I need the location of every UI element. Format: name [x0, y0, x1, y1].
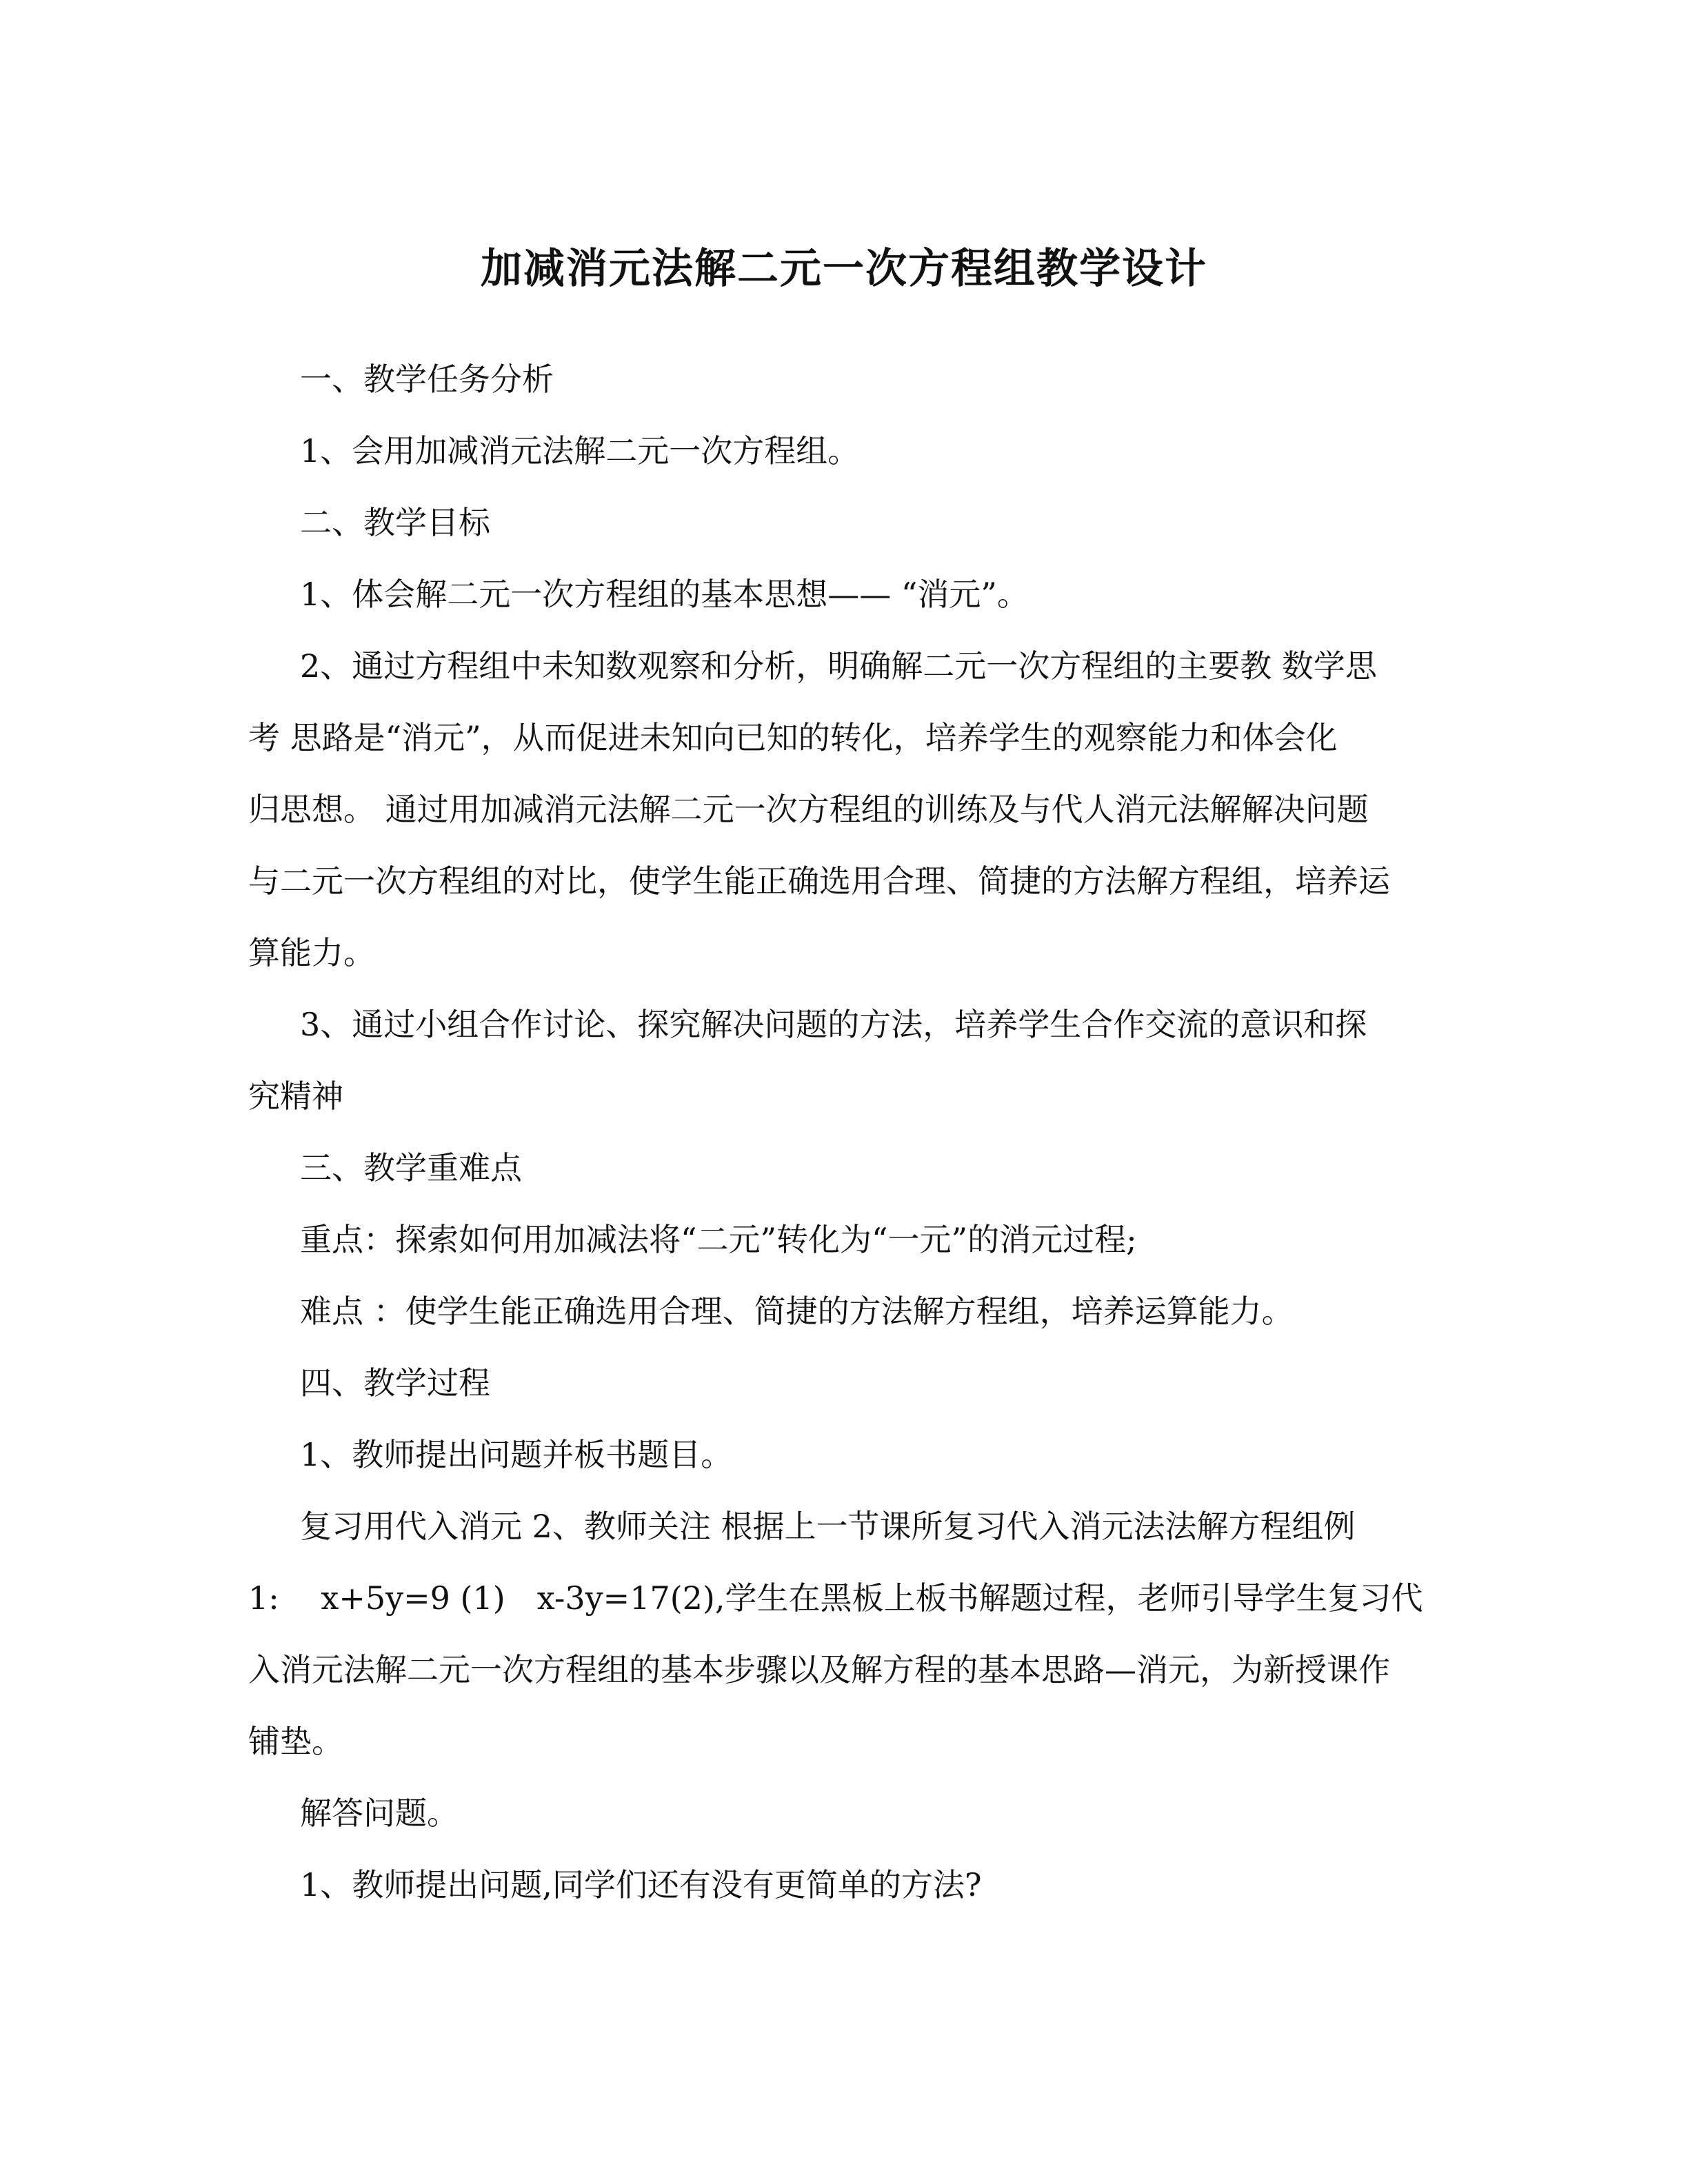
- paragraph-line: 解答问题。: [300, 1794, 459, 1832]
- document-title: 加减消元法解二元一次方程组教学设计: [481, 245, 1207, 293]
- paragraph-line: 入消元法解二元一次方程组的基本步骤以及解方程的基本思路—消元，为新授课作: [248, 1651, 1390, 1688]
- paragraph-line: 重点：探索如何用加减法将“二元”转化为“一元”的消元过程;: [300, 1221, 1137, 1258]
- section-heading-key-points: 三、教学重难点: [300, 1149, 522, 1186]
- paragraph-line: 1、教师提出问题并板书题目。: [300, 1436, 733, 1473]
- section-heading-task-analysis: 一、教学任务分析: [300, 361, 554, 398]
- section-heading-process: 四、教学过程: [300, 1364, 490, 1402]
- paragraph-line: 1、体会解二元一次方程组的基本思想—— “消元”。: [300, 576, 1029, 613]
- paragraph-line: 算能力。: [248, 934, 375, 971]
- paragraph-line: 归思想。 通过用加减消元法解二元一次方程组的训练及与代人消元法解解决问题: [248, 791, 1369, 828]
- paragraph-line: 考 思路是“消元”，从而促进未知向已知的转化，培养学生的观察能力和体会化: [248, 719, 1338, 756]
- paragraph-line: 铺垫。: [248, 1723, 343, 1760]
- paragraph-line: 1、会用加减消元法解二元一次方程组。: [300, 432, 860, 469]
- paragraph-line: 与二元一次方程组的对比，使学生能正确选用合理、简捷的方法解方程组，培养运: [248, 862, 1390, 900]
- paragraph-line: 2、通过方程组中未知数观察和分析，明确解二元一次方程组的主要教 数学思: [300, 647, 1377, 685]
- section-heading-objectives: 二、教学目标: [300, 504, 490, 541]
- paragraph-line: 1、教师提出问题,同学们还有没有更简单的方法?: [300, 1866, 982, 1903]
- paragraph-line: 1: x+5y=9 (1) x-3y=17(2),学生在黑板上板书解题过程，老师引导学生复习代: [248, 1579, 1423, 1617]
- paragraph-line: 究精神: [248, 1078, 343, 1115]
- paragraph-line: 复习用代入消元 2、教师关注 根据上一节课所复习代入消元法法解方程组例: [300, 1508, 1356, 1545]
- paragraph-line: 难点 ：使学生能正确选用合理、简捷的方法解方程组，培养运算能力。: [300, 1293, 1294, 1330]
- paragraph-line: 3、通过小组合作讨论、探究解决问题的方法，培养学生合作交流的意识和探: [300, 1006, 1367, 1043]
